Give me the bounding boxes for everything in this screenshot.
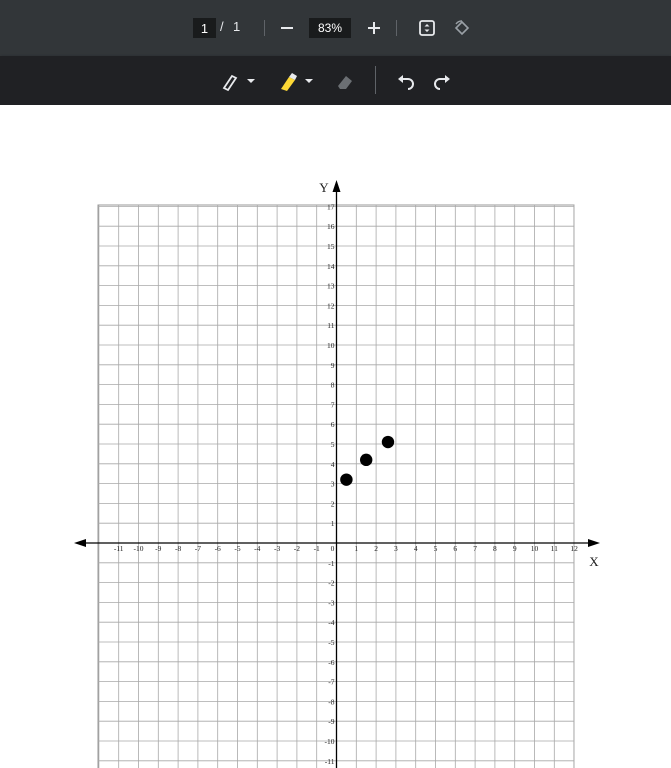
- x-tick-label: 5: [433, 544, 438, 553]
- y-tick-label: 14: [327, 261, 335, 271]
- y-tick-label: 3: [330, 479, 335, 489]
- zoom-in-button[interactable]: [363, 16, 385, 40]
- y-tick-label: 13: [327, 281, 335, 291]
- x-tick-label: -4: [254, 544, 261, 553]
- y-tick-label: -8: [328, 697, 335, 707]
- x-tick-label: 12: [570, 544, 578, 553]
- plus-icon: [367, 21, 381, 35]
- y-tick-label: 6: [330, 420, 335, 430]
- y-tick-label: 9: [330, 360, 335, 370]
- y-tick-label: 1: [330, 519, 335, 529]
- data-point: [382, 436, 394, 448]
- y-tick-label: 4: [330, 459, 335, 469]
- y-tick-label: -3: [328, 598, 335, 608]
- rotate-button[interactable]: [450, 16, 474, 40]
- y-tick-label: 11: [327, 321, 335, 331]
- y-tick-label: 2: [330, 499, 335, 509]
- fit-to-page-button[interactable]: [415, 16, 439, 40]
- x-tick-label: -3: [273, 544, 281, 553]
- highlighter-icon: [276, 69, 316, 93]
- y-tick-label: -9: [328, 717, 335, 727]
- y-tick-label: 8: [330, 380, 335, 390]
- x-tick-label: -11: [113, 544, 124, 553]
- x-tick-label: 11: [550, 544, 558, 553]
- x-axis-arrow-left: [74, 539, 86, 547]
- x-axis-arrow-right: [588, 539, 600, 547]
- x-tick-label: -5: [234, 544, 241, 553]
- data-point: [360, 454, 372, 466]
- data-point: [340, 473, 352, 485]
- x-tick-label: 8: [493, 544, 497, 553]
- y-tick-label: -4: [328, 618, 335, 628]
- x-tick-label: -7: [194, 544, 202, 553]
- redo-icon: [431, 70, 453, 92]
- minus-icon: [280, 21, 294, 35]
- x-tick-label: 1: [354, 544, 359, 553]
- x-tick-label: -10: [133, 544, 144, 553]
- y-tick-label: 7: [330, 400, 335, 410]
- x-tick-label: 2: [374, 544, 378, 553]
- zoom-level-input[interactable]: 83%: [309, 18, 351, 38]
- x-axis-label: X: [589, 554, 599, 569]
- toolbar-divider: [375, 66, 376, 94]
- rotate-icon: [453, 19, 471, 37]
- eraser-icon: [334, 70, 356, 92]
- y-tick-label: -6: [328, 657, 335, 667]
- page-total: 1: [233, 19, 241, 34]
- y-tick-label: -5: [328, 638, 335, 647]
- x-tick-label: -6: [214, 544, 221, 553]
- x-tick-label: 10: [530, 544, 539, 553]
- y-axis-arrow: [333, 180, 341, 192]
- fit-page-icon: [418, 19, 436, 37]
- toolbar-divider: [264, 20, 265, 36]
- page-separator: /: [220, 19, 224, 34]
- annotation-toolbar: [0, 56, 671, 105]
- y-tick-label: 15: [327, 242, 335, 251]
- x-tick-label: 4: [413, 544, 418, 553]
- x-tick-label: 3: [394, 544, 398, 553]
- redo-button[interactable]: [430, 69, 454, 93]
- y-tick-label: -2: [328, 578, 335, 588]
- x-tick-label: 0: [330, 544, 335, 553]
- y-tick-label: -1: [328, 558, 335, 568]
- y-tick-label: -10: [324, 737, 335, 746]
- x-tick-label: -9: [155, 544, 162, 553]
- x-tick-label: -2: [293, 544, 301, 553]
- zoom-out-button[interactable]: [276, 16, 298, 40]
- y-tick-label: -11: [324, 756, 335, 766]
- y-tick-label: 10: [327, 341, 335, 350]
- pdf-top-toolbar: [0, 0, 671, 56]
- x-tick-label: 7: [473, 544, 477, 553]
- x-tick-label: -8: [174, 544, 182, 553]
- highlighter-tool-button[interactable]: [276, 69, 316, 93]
- y-tick-label: -7: [328, 677, 335, 687]
- x-tick-label: -1: [313, 544, 320, 553]
- y-axis-label: Y: [319, 180, 329, 195]
- x-tick-label: 6: [453, 544, 458, 553]
- y-tick-label: 17: [327, 202, 335, 212]
- y-tick-label: 5: [330, 440, 335, 449]
- y-tick-label: 16: [327, 222, 335, 232]
- undo-icon: [395, 70, 417, 92]
- pen-tool-button[interactable]: [218, 69, 258, 93]
- toolbar-divider: [396, 20, 397, 36]
- x-tick-label: 9: [512, 544, 517, 553]
- pdf-page: [0, 105, 671, 768]
- eraser-tool-button[interactable]: [333, 69, 357, 93]
- y-tick-label: 12: [327, 301, 335, 311]
- coordinate-grid-chart: [0, 105, 671, 768]
- undo-button[interactable]: [394, 69, 418, 93]
- pen-icon: [218, 69, 258, 93]
- page-number-input[interactable]: 1: [193, 18, 216, 38]
